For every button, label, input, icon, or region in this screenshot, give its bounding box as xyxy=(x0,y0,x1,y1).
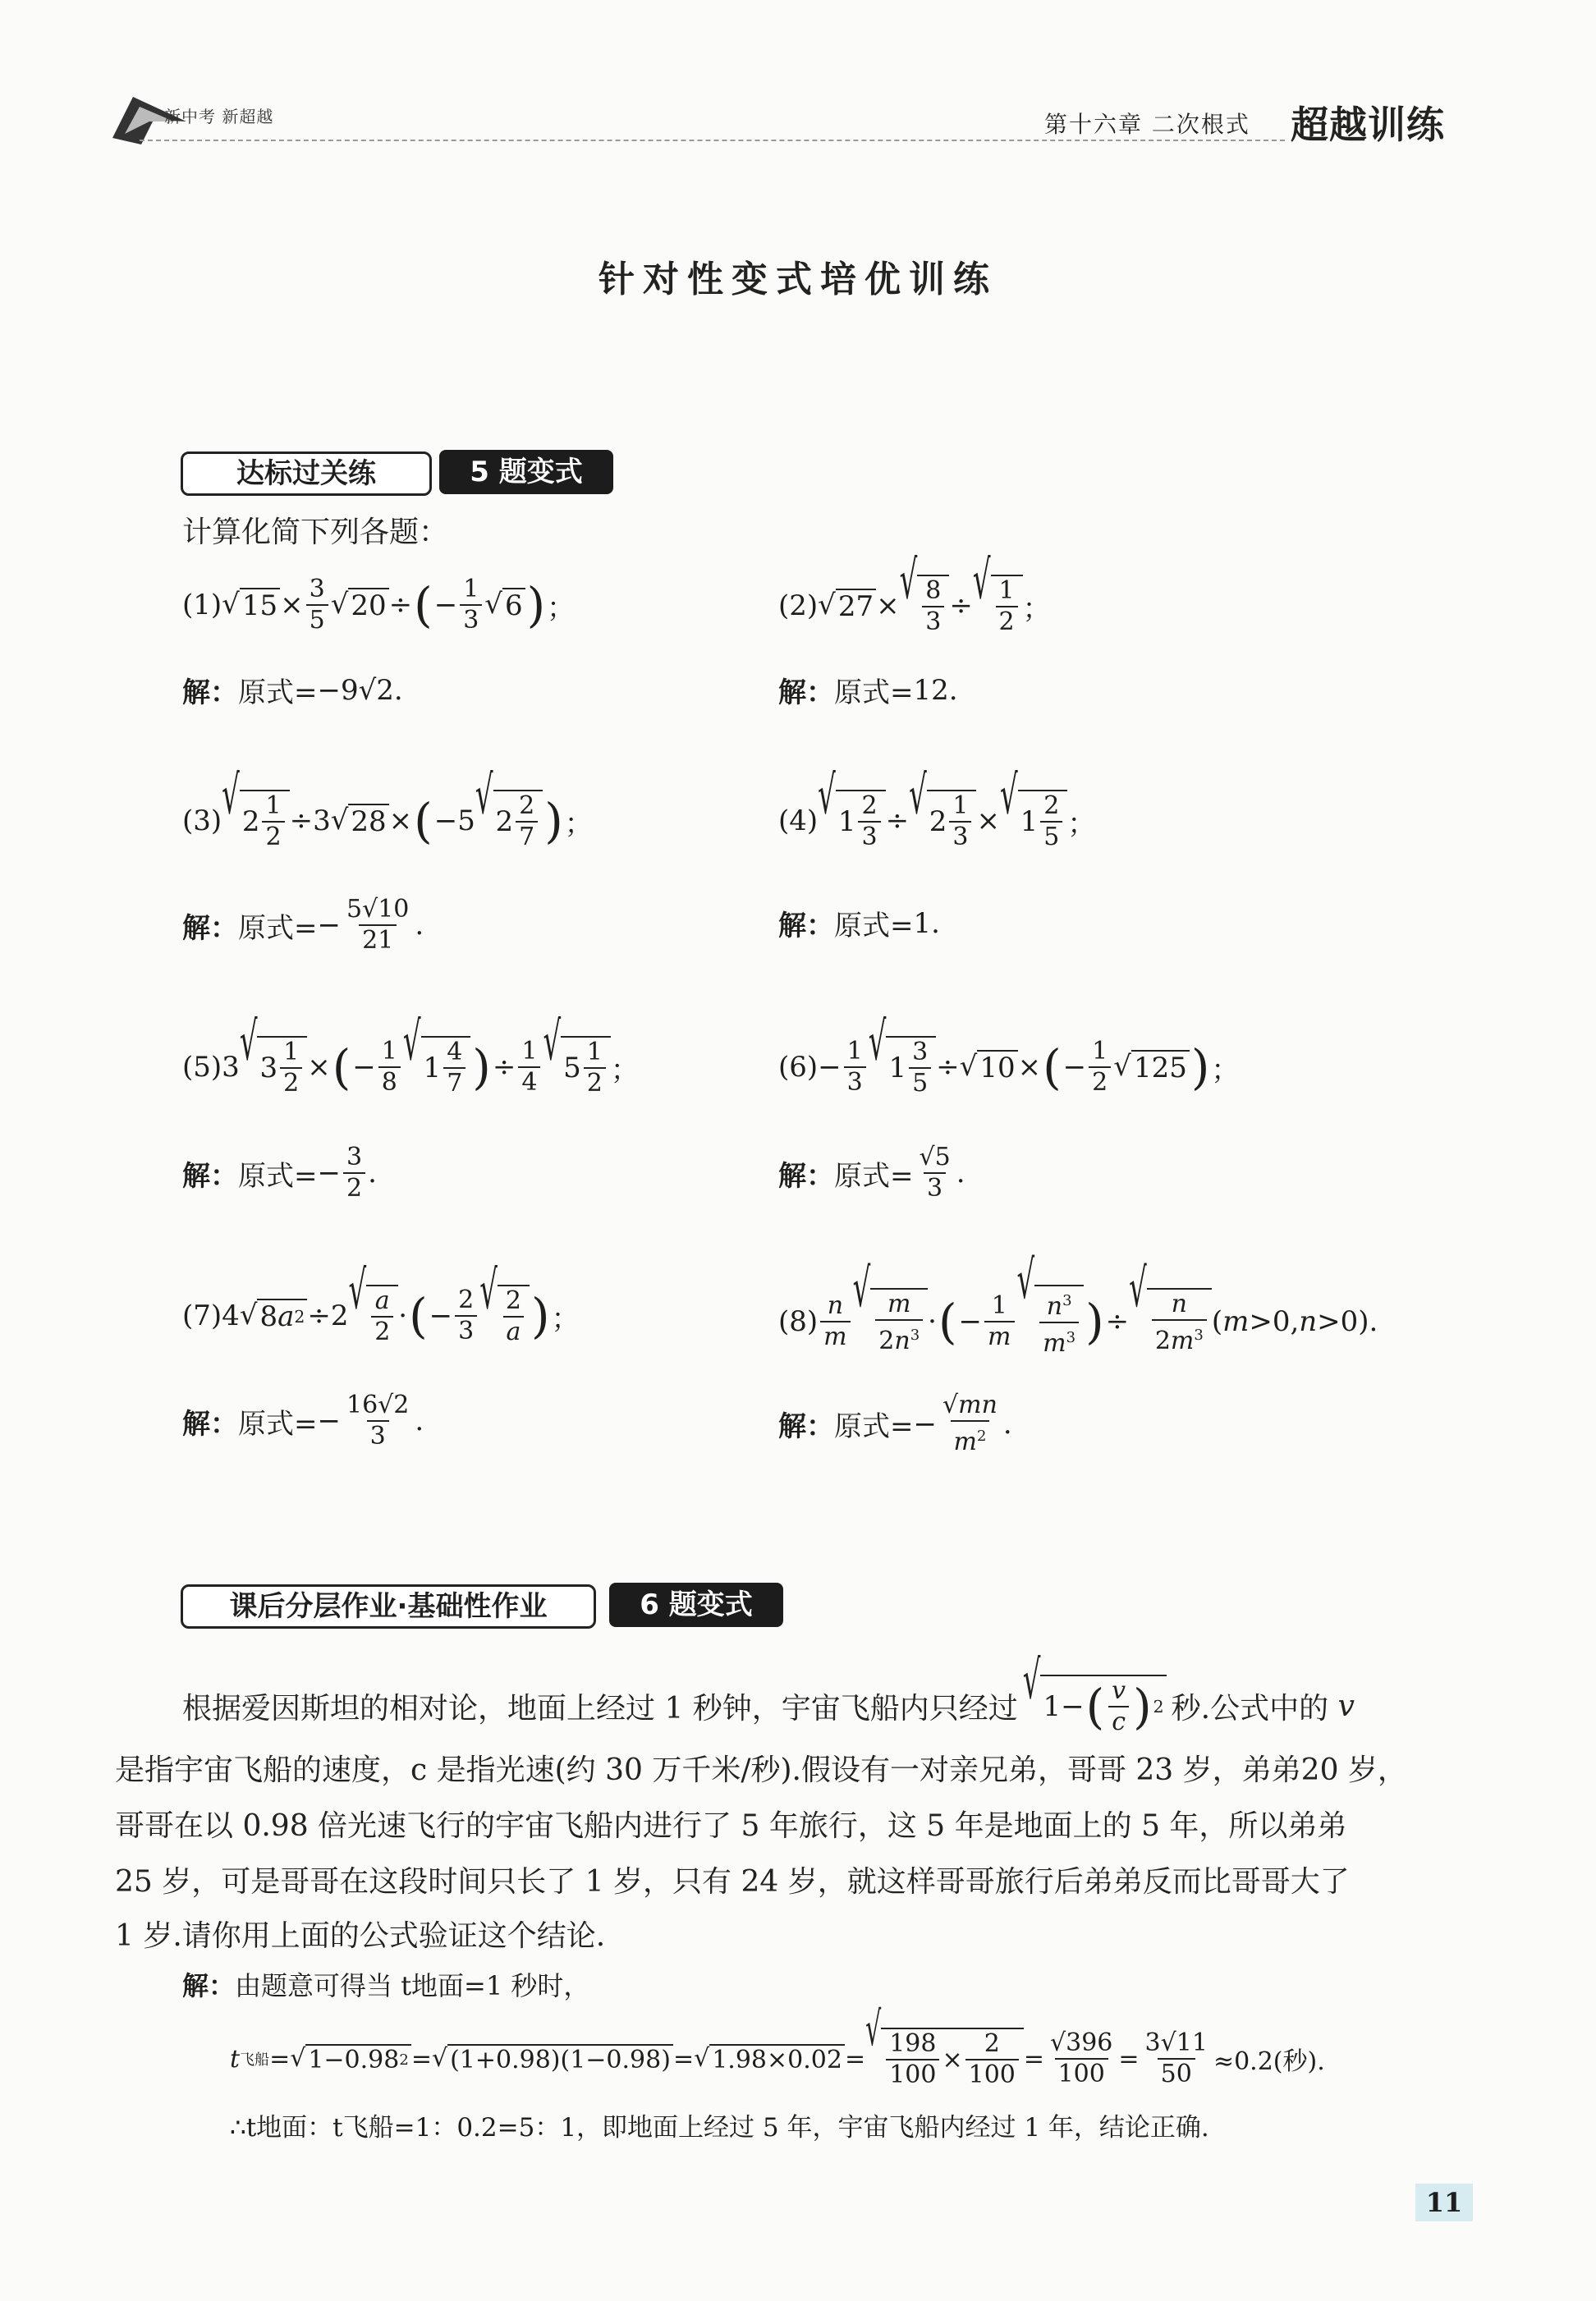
para-line-3: 哥哥在以 0.98 倍光速飞行的宇宙飞船内进行了 5 年旅行，这 5 年是地面上的 5 年，所以弟弟 xyxy=(115,1809,1347,1843)
answer-6: 解： 原式= $\frac{√5}{3}$ . xyxy=(778,1143,965,1203)
section1-tag: 达标过关练 xyxy=(181,451,432,496)
answer-8: 解： 原式= − $\frac{√mn}{m^2}$ . xyxy=(778,1391,1012,1456)
header-divider xyxy=(140,140,1285,141)
solution-line-2: t 飞船 = √ 1−0.98 2 = √ (1+0.98)(1−0.98) = √ 1.98×0.02 = √ $\frac{198}{100}$ × $\frac{2}{100}$ = $\frac{√396}{100}$ = $\frac{3√11}{50}$ ≈0.2(秒). xyxy=(230,2002,1325,2089)
answer-7: 解： 原式= − $\frac{16√2}{3}$ . xyxy=(182,1391,424,1451)
section1-badge: 5 题变式 xyxy=(439,450,613,494)
answer-4: 解： 原式= 1. xyxy=(778,906,940,942)
answer-5: 解： 原式= − $\frac{3}{2}$ . xyxy=(182,1143,377,1203)
problem-7: (7) 4 √ 8 a 2 ÷2 √ $\frac{a}{2}$ · ( − $\frac{2}{3}$ √ $\frac{2}{a}$ ) ； xyxy=(182,1259,580,1346)
solution-line-3: ∴t地面：t飞船=1：0.2=5：1，即地面上经过 5 年，宇宙飞船内经过 1 年，结论正确. xyxy=(230,2113,1209,2143)
answer-1: 解： 原式= −9√2. xyxy=(182,673,403,709)
para-line-4: 25 岁，可是哥哥在这段时间只长了 1 岁，只有 24 岁，就这样哥哥旅行后弟弟反而比哥哥大了 xyxy=(115,1865,1350,1899)
answer-2: 解： 原式= 12. xyxy=(778,673,958,709)
problem-3: (3) √ 2 $\frac{1}{2}$ ÷3 √ 28 × ( −5 √ 2 $\frac{2}{7}$ ) ； xyxy=(182,764,593,851)
page-number: 11 xyxy=(1415,2184,1473,2221)
problem-6: (6) − $\frac{1}{3}$ √ 1 $\frac{3}{5}$ ÷ √ 10 × ( − $\frac{1}{2}$ √ 125 ) ； xyxy=(778,1011,1240,1098)
header-brand: 超越训练 xyxy=(1291,103,1445,147)
para-line-2: 是指宇宙飞船的速度，c 是指光速(约 30 万千米/秒).假设有一对亲兄弟，哥哥 23 岁，弟弟20 岁， xyxy=(115,1753,1407,1787)
answer-3: 解： 原式= − $\frac{5√10}{21}$ . xyxy=(182,895,424,955)
para-line-5: 1 岁.请你用上面的公式验证这个结论. xyxy=(115,1919,606,1953)
section2-tag: 课后分层作业·基础性作业 xyxy=(181,1584,596,1629)
header-series: 新中考 新超越 xyxy=(164,107,274,126)
problem-8: (8) $\frac{n}{m}$ √ $\frac{m}{2n^3}$ · ( − $\frac{1}{m}$ √ $\frac{n^3}{m^3}$ ) ÷ √ $\frac{n}{2m^3}$ ( m >0, n >0). xyxy=(778,1249,1378,1358)
header-chapter: 第十六章 二次根式 xyxy=(1044,111,1250,138)
section2-badge: 6 题变式 xyxy=(609,1583,783,1627)
section1-instruction: 计算化简下列各题： xyxy=(182,516,449,549)
problem-5: (5) 3 √ 3 $\frac{1}{2}$ × ( − $\frac{1}{8}$ √ 1 $\frac{4}{7}$ ) ÷ $\frac{1}{4}$ √ 5 $\frac{1}{2}$ ； xyxy=(182,1011,639,1098)
problem-1: (1) √ 15 × $\frac{3}{5}$ √ 20 ÷ ( − $\frac{1}{3}$ √ 6 ) ； xyxy=(182,575,576,635)
problem-4: (4) √ 1 $\frac{2}{3}$ ÷ √ 2 $\frac{1}{3}$ × √ 1 $\frac{2}{5}$ ； xyxy=(778,764,1096,851)
solution-line-1: 解：由题意可得当 t地面=1 秒时， xyxy=(182,1970,590,2001)
problem-2: (2) √ 27 × √ $\frac{8}{3}$ ÷ √ $\frac{1}{2}$ ； xyxy=(778,549,1051,636)
page-title: 针对性变式培优训练 xyxy=(598,259,998,300)
para-line-1: 根据爱因斯坦的相对论，地面上经过 1 秒钟，宇宙飞船内只经过 √ 1− ( $\frac{v}{c}$ ) 2 秒.公式中的 v xyxy=(182,1649,1355,1736)
